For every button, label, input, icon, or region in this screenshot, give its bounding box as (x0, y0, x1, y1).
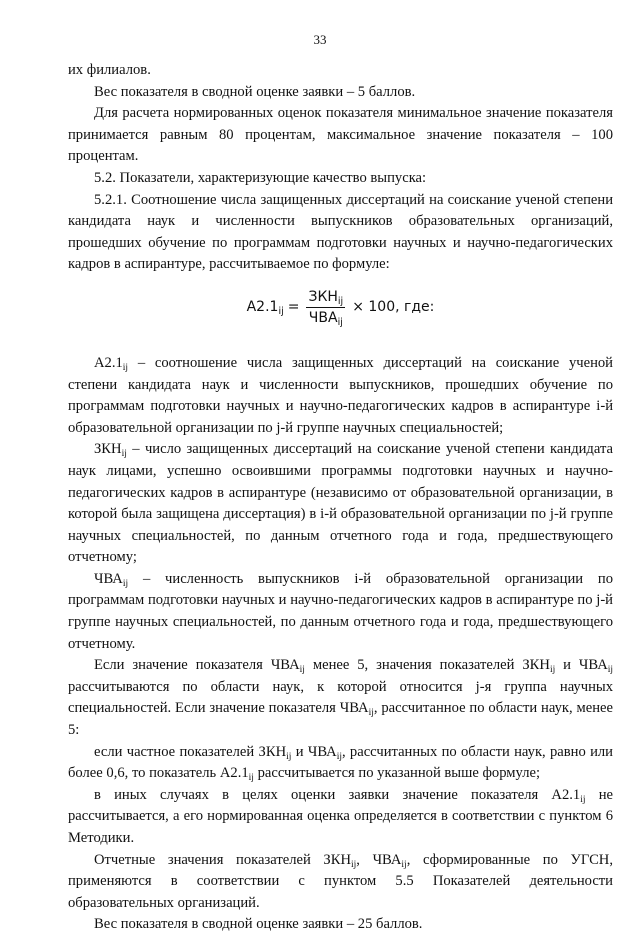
definition-zkn: $ЗКН_{ij}$ – число защищенных диссертаций на соискание ученой степени кандидата наук лицами, успешно освоившими программы подготовки научных и научно-педагогических кадров в аспирантуре (независимо от образовательной организации, в которой была защищена диссертация) в i-й образовательной организации по j-й группе научных специальностей, по данным отчетного года и года, предшествующего отчетному; (68, 441, 613, 566)
definition-chva: $ЧВА_{ij}$ – численность выпускников i-й образовательной организации по программам подготовки научных и научно-педагогических кадров в аспирантуре по j-й группе научных специальностей, по данным отчетного года и года, предшествующего отчетному. (68, 570, 613, 652)
definition-a21: $А2.1_{ij}$ – соотношение числа защищенных диссертаций на соискание ученой степени кандидата наук и численности выпускников, прошедших обучение по программам подготовки научных и научно-педагогических кадров в аспирантуре i-й образовательной организации по j-й группе научных специальностей; (68, 354, 613, 436)
formula-numerator: $ЗКН_{ij}$ (308, 288, 344, 307)
paragraph: если частное показателей $ЗКН_{ij}$ и $ЧВА_{ij}$, рассчитанных по области наук, равно или более 0,6, то показатель $А2.1_{ij}$ рассчитывается по указанной выше формуле; (68, 743, 613, 784)
document-body (68, 60, 613, 936)
paragraph: Если значение показателя $ЧВА_{ij}$ менее 5, значения показателей $ЗКН_{ij}$ и $ЧВА_{ij}$ рассчитываются по области наук, к которой относится j-я группа научных специальностей. Если значение показателя $ЧВА_{ij}$, рассчитанное по области наук, менее 5: (68, 657, 614, 739)
formula-equals: = (287, 298, 300, 315)
section-heading: 5.2. Показатели, характеризующие качество выпуска: (94, 169, 427, 186)
paragraph: Отчетные значения показателей $ЗКН_{ij}$, $ЧВА_{ij}$, сформированные по УГСН, применяются в соответствии с пунктом 5.5 Показателей деятельности образовательных организаций. (68, 851, 613, 911)
paragraph: Вес показателя в сводной оценке заявки – 5 баллов. (94, 83, 416, 100)
formula-fraction (306, 288, 345, 327)
paragraph: 5.2.1. Соотношение числа защищенных диссертаций на соискание ученой степени кандидата наук и численности выпускников образовательных организаций, прошедших обучение по программам подготовки научных и научно-педагогических кадров в аспирантуре, рассчитываемое по формуле: (68, 191, 613, 273)
paragraph: их филиалов. (68, 62, 151, 78)
formula-lhs: $А2.1_{ij}$ (246, 298, 284, 317)
paragraph: в иных случаях в целях оценки заявки значение показателя $А2.1_{ij}$ не рассчитывается, а его нормированная оценка определяется в соответствии с пунктом 6 Методики. (68, 786, 613, 846)
formula-denominator: $ЧВА_{ij}$ (308, 309, 343, 328)
page-number: 33 (313, 32, 327, 47)
paragraph: Для расчета нормированных оценок показателя минимальное значение показателя принимается равным 80 процентам, максимальное значение показателя – 100 процентам. (68, 105, 613, 165)
paragraph: Вес показателя в сводной оценке заявки – 25 баллов. (94, 916, 423, 933)
formula (68, 288, 613, 327)
formula-tail: × 100, где: (352, 298, 435, 315)
